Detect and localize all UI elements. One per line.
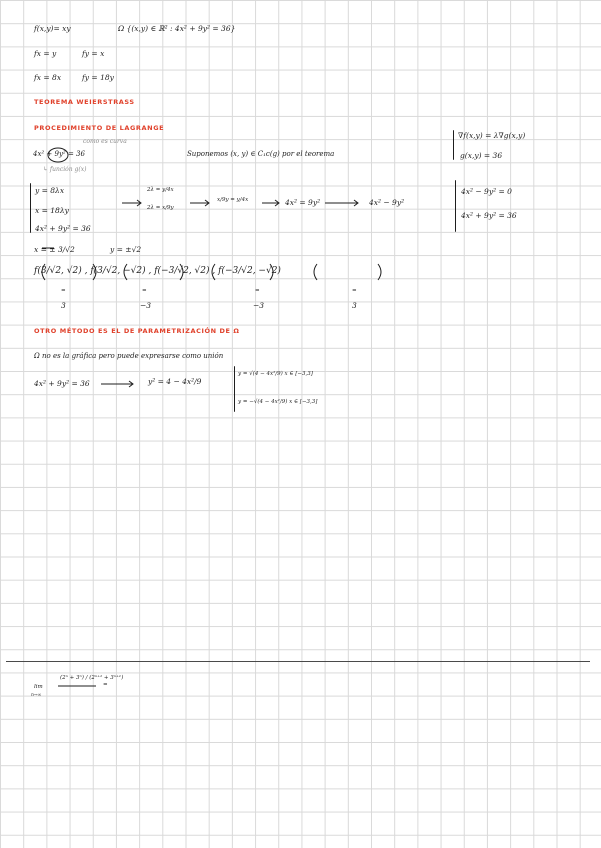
chain-step-1: x/9y = y/4x: [217, 197, 249, 203]
brace-branches: [234, 366, 235, 412]
system-right-eq-2: 4x² + 9y² = 36: [461, 211, 517, 220]
partial-x: fx = y: [34, 49, 57, 58]
brace-system-right: [455, 180, 456, 232]
limit-fraction: (2ⁿ + 3ⁿ) / (2ⁿ⁺¹ + 3ⁿ⁺¹): [60, 675, 124, 681]
chain-step-2: 4x² = 9y²: [285, 198, 321, 207]
equals-mark: =: [142, 288, 147, 294]
value-4: 3: [352, 301, 357, 310]
lambda-eq-1: 2λ = y/4x: [147, 187, 174, 193]
x-solution: x = ± 3/√2: [34, 245, 75, 254]
other-method-heading: OTRO MÉTODO ES EL DE PARAMETRIZACIÓN DE Ω: [34, 327, 240, 335]
equals-mark: =: [61, 288, 66, 294]
procedure-heading: PROCEDIMIENTO DE LAGRANGE: [34, 124, 165, 132]
suppose-text: Suponemos (x, y) ∈ C₁c(g) por el teorema: [187, 150, 335, 158]
value-1: 3: [61, 301, 66, 310]
value-2: −3: [140, 301, 152, 310]
grad-g-y: fy = 18y: [82, 73, 114, 82]
chain-step-3: 4x² − 9y²: [369, 198, 405, 207]
paren: [378, 264, 381, 280]
theorem-heading: TEOREMA WEIERSTRASS: [34, 98, 135, 106]
equals-mark: =: [352, 288, 357, 294]
system-eq-1: y = 8λx: [35, 186, 65, 195]
brace-right-top: [453, 130, 454, 160]
system-eq-2: x = 18λy: [35, 206, 69, 215]
graph-sentence: Ω no es la gráfica pero puede expresarse como unión: [34, 352, 224, 360]
value-3: −3: [253, 301, 265, 310]
branch-upper: y = √(4 − 4x²/9) x ∈ [−3,3]: [238, 371, 313, 377]
equals-mark: =: [255, 288, 260, 294]
constraint-eq: g(x,y) = 36: [460, 151, 503, 160]
function-def: f(x,y)= xy: [34, 24, 71, 33]
branch-lower: y = −√(4 − 4x²/9) x ∈ [−3,3]: [238, 399, 318, 405]
annotation-curve: como es curva: [83, 138, 127, 145]
lagrange-gradient-eq: ∇f(x,y) = λ∇g(x,y): [458, 131, 526, 140]
y-squared-eq: y² = 4 − 4x²/9: [148, 377, 202, 386]
system-right-eq-1: 4x² − 9y² = 0: [461, 187, 512, 196]
lambda-eq-2: 2λ = x/9y: [147, 205, 174, 211]
section-divider: [6, 661, 590, 662]
limit-word: lim: [34, 684, 43, 690]
y-solution: y = ±√2: [110, 245, 142, 254]
domain-def: Ω {(x,y) ∈ ℝ² : 4x² + 9y² = 36}: [118, 24, 236, 33]
circled-constraint: 4x² + 9y² = 36: [33, 150, 85, 158]
limit-subscript: n→∞: [31, 693, 42, 698]
annotation-function: ↳ función g(x): [43, 166, 87, 173]
paren: [314, 264, 317, 280]
ellipse-eq: 4x² + 9y² = 36: [34, 379, 90, 388]
grad-g-x: fx = 8x: [34, 73, 62, 82]
brace-system: [30, 183, 31, 233]
evaluated-points: f(3/√2, √2) , f(3/√2, −√2) , f(−3/√2, √2) , f(−3/√2, −√2): [34, 266, 281, 276]
partial-y: fy = x: [82, 49, 105, 58]
system-eq-3: 4x² + 9y² = 36: [35, 224, 91, 233]
limit-equals: =: [103, 682, 108, 688]
